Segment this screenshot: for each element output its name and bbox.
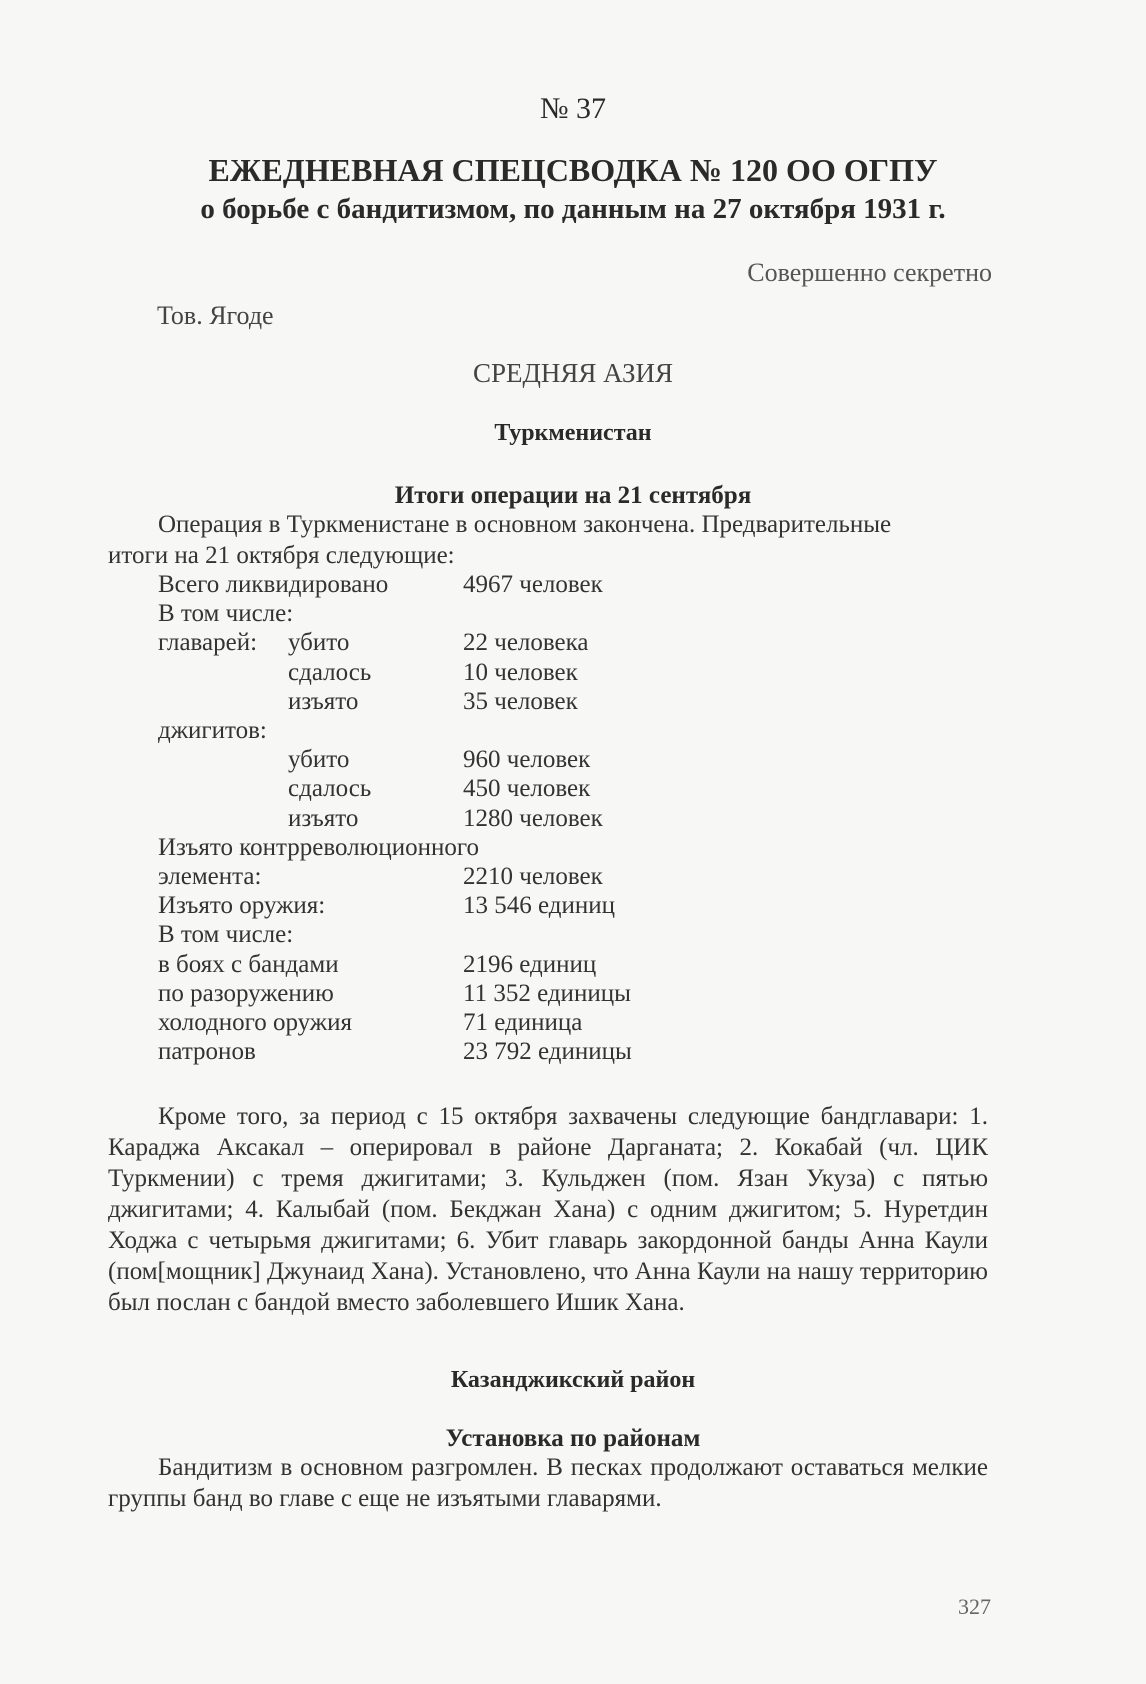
stats-value: 13 546 единиц xyxy=(463,892,616,919)
stats-value: 10 человек xyxy=(463,659,578,686)
section-heading-kazandzhik: Казанджикский район xyxy=(450,1367,696,1393)
stats-label: В том числе: xyxy=(158,921,294,948)
stats-sublabel: сдалось xyxy=(288,659,372,686)
region-heading: СРЕДНЯЯ АЗИЯ xyxy=(472,358,674,388)
districts-paragraph: Бандитизм в основном разгромлен. В песках продолжают оставаться мелкие группы банд во главе с еще не изъятыми главарями. xyxy=(108,1454,988,1512)
stats-sublabel: сдалось xyxy=(288,775,372,802)
stats-value: 1280 человек xyxy=(463,805,603,832)
stats-value: 450 человек xyxy=(463,775,591,802)
stats-value: 2210 человек xyxy=(463,863,603,890)
stats-value: 22 человека xyxy=(463,629,589,656)
captured-leaders-paragraph: Кроме того, за период с 15 октября захвачены следующие бандглавари: 1. Караджа Аксакал – оперировал в районе Дарганата; 2. Кокабай (чл. ЦИК Туркмении) с тремя джигитами; 3. Кульджен (пом. Язан Укуза) с пятью джигитами; 4. Калыбай (пом. Бекджан Хана) с одним джигитом; 5. Нуретдин Ходжа с четырьмя джигитами; 6. Убит главарь закордонной банды Анна Каули (пом[мощник] Джунаид Хана). Установлено, что Анна Каули на нашу территорию был послан с бандой вместо заболевшего Ишик Хана. xyxy=(108,1103,988,1316)
stats-label: холодного оружия xyxy=(158,1009,352,1036)
stats-label: Изъято оружия: xyxy=(158,892,326,919)
section-heading-turkmenistan: Туркменистан xyxy=(494,420,652,446)
subheading-districts: Установка по районам xyxy=(445,1425,701,1452)
intro-line-2: итоги на 21 октября следующие: xyxy=(108,542,455,569)
classification-label: Совершенно секретно xyxy=(747,258,992,287)
stats-value: 960 человек xyxy=(463,746,591,773)
stats-label: Изъято контрреволюционного xyxy=(158,834,479,861)
stats-value: 4967 человек xyxy=(463,571,603,598)
stats-label: элемента: xyxy=(158,863,262,890)
stats-sublabel: изъято xyxy=(288,805,359,832)
stats-label: патронов xyxy=(158,1038,256,1065)
intro-paragraph xyxy=(108,509,988,571)
stats-sublabel: убито xyxy=(288,746,350,773)
document-title: ЕЖЕДНЕВНАЯ СПЕЦСВОДКА № 120 ОО ОГПУ xyxy=(208,152,938,188)
stats-value: 23 792 единицы xyxy=(463,1038,632,1065)
stats-value: 35 человек xyxy=(463,688,578,715)
page-number: 327 xyxy=(958,1594,991,1619)
stats-value: 71 единица xyxy=(463,1009,583,1036)
document-number: № 37 xyxy=(539,92,607,125)
stats-label: джигитов: xyxy=(158,717,267,744)
stats-label: главарей: xyxy=(158,629,258,656)
stats-label: в боях с бандами xyxy=(158,951,339,978)
stats-label: по разоружению xyxy=(158,980,334,1007)
addressee: Тов. Ягоде xyxy=(157,301,274,330)
stats-label: В том числе: xyxy=(158,600,294,627)
stats-value: 11 352 единицы xyxy=(463,980,631,1007)
stats-sublabel: убито xyxy=(288,629,350,656)
subheading-results: Итоги операции на 21 сентября xyxy=(394,482,752,509)
intro-line-1: Операция в Туркменистане в основном закончена. Предварительные xyxy=(158,511,892,538)
stats-label: Всего ликвидировано xyxy=(158,571,389,598)
stats-sublabel: изъято xyxy=(288,688,359,715)
stats-value: 2196 единиц xyxy=(463,951,597,978)
document-subtitle: о борьбе с бандитизмом, по данным на 27 октября 1931 г. xyxy=(200,193,946,225)
